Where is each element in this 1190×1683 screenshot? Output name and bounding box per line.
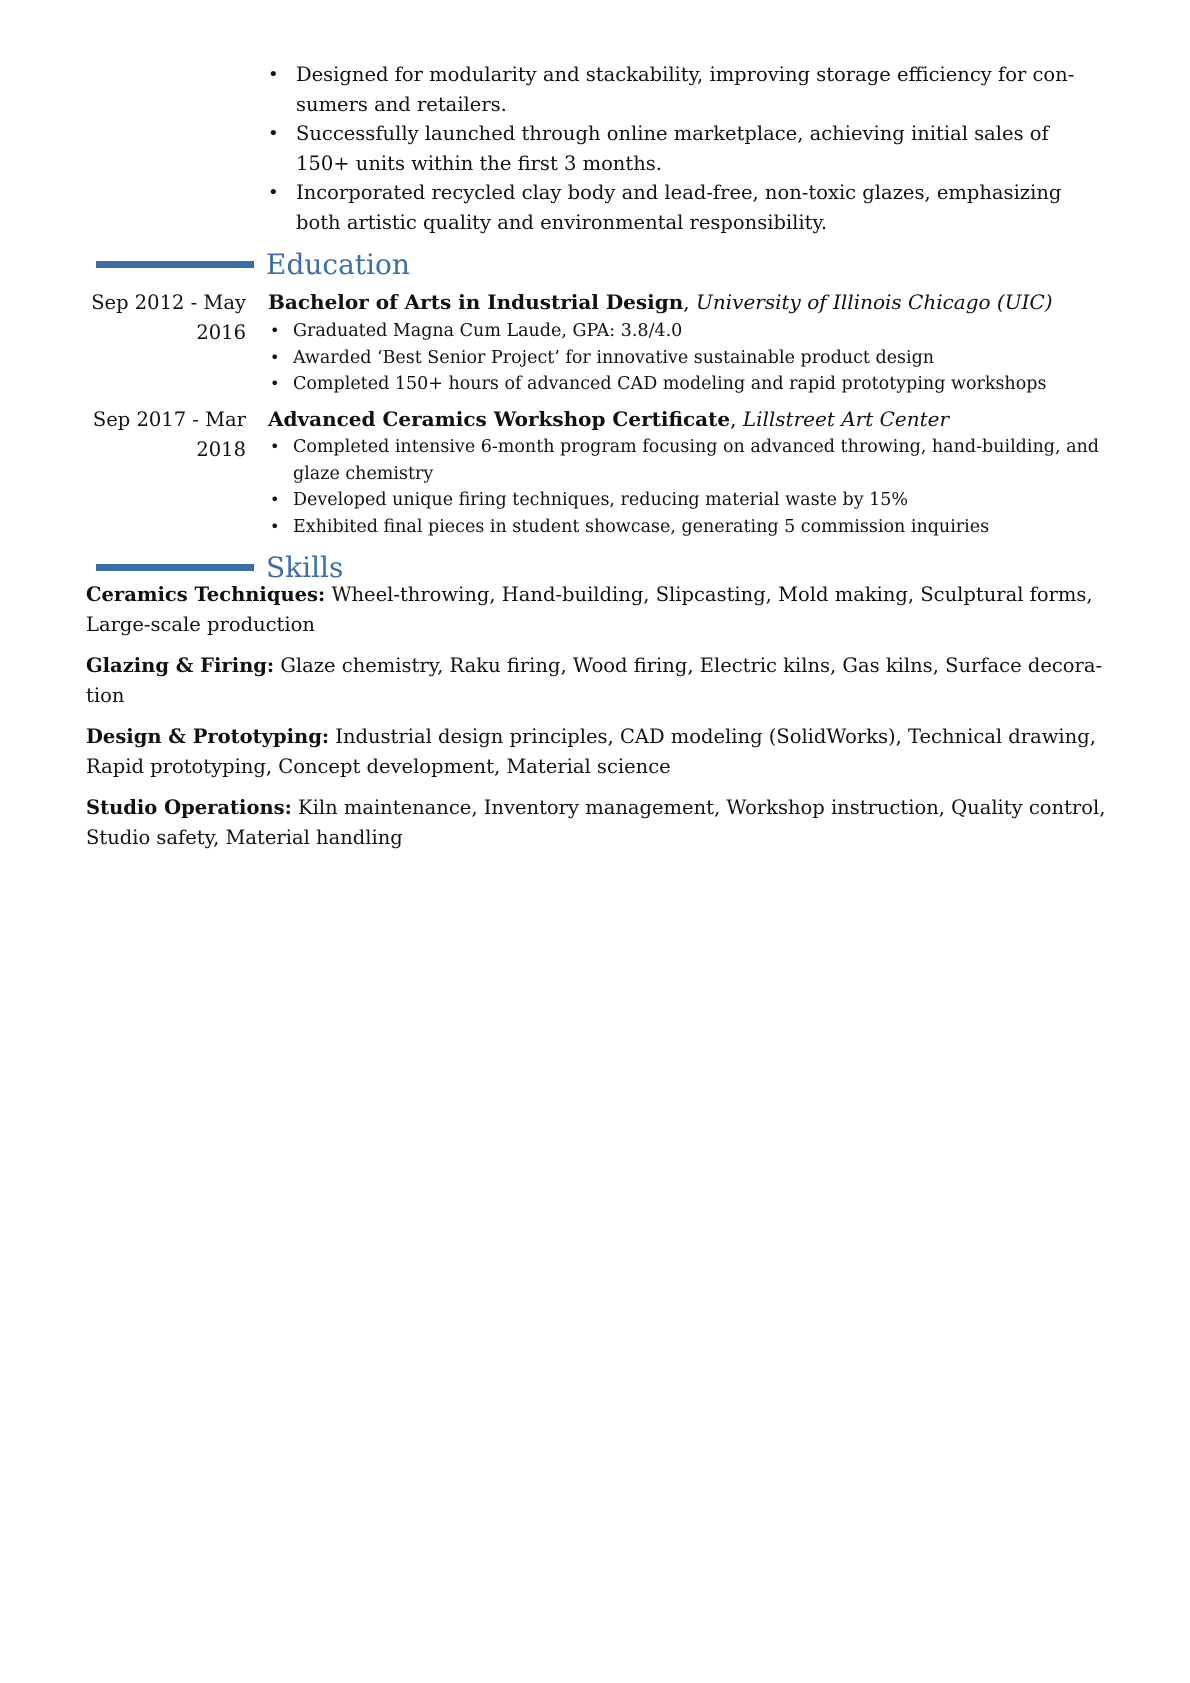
- skills-section-title: Skills: [266, 551, 344, 584]
- skill-group: [86, 651, 1111, 710]
- section-accent-bar: [96, 564, 254, 571]
- education-heading: Advanced Ceramics Workshop Certificate, Lillstreet Art Center: [268, 407, 950, 431]
- skill-text: Wheel-throwing, Hand-building, Slipcasting, Mold making, Sculptural forms, Large-scale production: [86, 583, 1093, 636]
- degree-name: Advanced Ceramics Workshop Certificate: [268, 407, 731, 431]
- institution-name: University of Illinois Chicago (UIC): [696, 290, 1053, 314]
- education-section-title: Education: [266, 248, 410, 281]
- degree-name: Bachelor of Arts in Industrial Design: [268, 290, 684, 314]
- education-bullet: • Developed unique firing techniques, reducing material waste by 15%: [268, 487, 1108, 514]
- skill-text: Industrial design principles, CAD modeling (SolidWorks), Technical drawing, Rapid prototyping, Concept development, Material science: [86, 725, 1096, 778]
- project-bullet-list: [268, 60, 1108, 237]
- skill-group: [86, 722, 1111, 781]
- education-bullet-list: [268, 318, 1108, 398]
- institution-name: Lillstreet Art Center: [742, 407, 950, 431]
- skill-label: Studio Operations:: [86, 796, 292, 819]
- education-bullet: • Graduated Magna Cum Laude, GPA: 3.8/4.0: [268, 318, 1108, 345]
- education-date: Sep 2012 - May 2016: [91, 291, 246, 344]
- project-bullet: • Successfully launched through online marketplace, achieving initial sales of 150+ units within the first 3 months.: [268, 119, 1108, 178]
- skill-text: Kiln maintenance, Inventory management, Workshop instruction, Quality control, Studio safety, Material handling: [86, 796, 1106, 849]
- skill-group: [86, 580, 1111, 639]
- skill-label: Design & Prototyping:: [86, 725, 330, 748]
- section-accent-bar: [96, 261, 254, 268]
- education-date: Sep 2017 - Mar 2018: [92, 408, 246, 461]
- education-bullet: • Completed intensive 6-month program focusing on advanced throwing, hand-building, and glaze chemistry: [268, 434, 1108, 487]
- education-bullet: • Awarded ‘Best Senior Project’ for innovative sustainable product design: [268, 345, 1108, 372]
- skill-group: [86, 793, 1111, 852]
- project-bullet: • Designed for modularity and stackability, improving storage efficiency for con-sumers and retailers.: [268, 60, 1108, 119]
- skill-label: Glazing & Firing:: [86, 654, 275, 677]
- skill-text: Glaze chemistry, Raku firing, Wood firing, Electric kilns, Gas kilns, Surface decora-tion: [86, 654, 1103, 707]
- skill-label: Ceramics Techniques:: [86, 583, 326, 606]
- education-bullet-list: [268, 434, 1108, 540]
- education-section-header: [96, 248, 1096, 282]
- education-bullet: • Completed 150+ hours of advanced CAD modeling and rapid prototyping workshops: [268, 371, 1108, 398]
- education-bullet: • Exhibited final pieces in student showcase, generating 5 commission inquiries: [268, 514, 1108, 541]
- project-bullet: • Incorporated recycled clay body and lead-free, non-toxic glazes, emphasizing both artistic quality and environmental responsibility.: [268, 178, 1108, 237]
- education-heading: Bachelor of Arts in Industrial Design, University of Illinois Chicago (UIC): [268, 290, 1053, 314]
